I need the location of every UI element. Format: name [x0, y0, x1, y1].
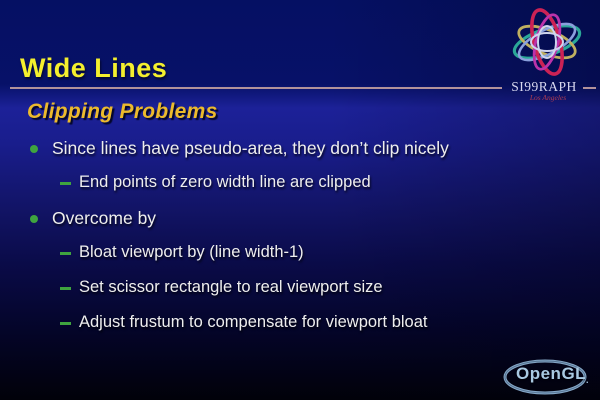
sub-bullet-item: [60, 173, 371, 192]
bullet-item: [30, 138, 449, 159]
slide-subtitle: Clipping Problems: [27, 100, 218, 123]
slide-title: Wide Lines: [20, 53, 168, 83]
bullet-text: Overcome by: [52, 208, 157, 228]
sub-bullet-text: Bloat viewport by (line width-1): [79, 243, 304, 261]
sub-bullet-text: Adjust frustum to compensate for viewport bloat: [79, 313, 428, 331]
title-rule: [10, 87, 502, 89]
dash-bullet-icon: [60, 322, 71, 325]
dash-bullet-icon: [60, 182, 71, 185]
dash-bullet-icon: [60, 287, 71, 290]
opengl-logo: [501, 357, 597, 397]
sub-bullet-text: Set scissor rectangle to real viewport size: [79, 278, 383, 296]
sub-bullet-item: [60, 313, 428, 332]
bullet-dot-icon: [30, 145, 38, 153]
siggraph-wordmark: SI99RAPH: [511, 79, 577, 94]
sub-bullet-text: End points of zero width line are clipped: [79, 173, 371, 191]
sub-bullet-item: [60, 278, 383, 297]
opengl-registered-mark: .: [586, 375, 589, 385]
siggraph-city-label: Los Angeles: [529, 93, 567, 102]
opengl-wordmark: OpenGL: [516, 364, 587, 383]
dash-bullet-icon: [60, 252, 71, 255]
sub-bullet-item: [60, 243, 304, 262]
siggraph-99-logo-icon: [505, 3, 589, 79]
bullet-item: [30, 208, 156, 229]
bullet-text: Since lines have pseudo-area, they don’t clip nicely: [52, 138, 449, 158]
bullet-dot-icon: [30, 215, 38, 223]
